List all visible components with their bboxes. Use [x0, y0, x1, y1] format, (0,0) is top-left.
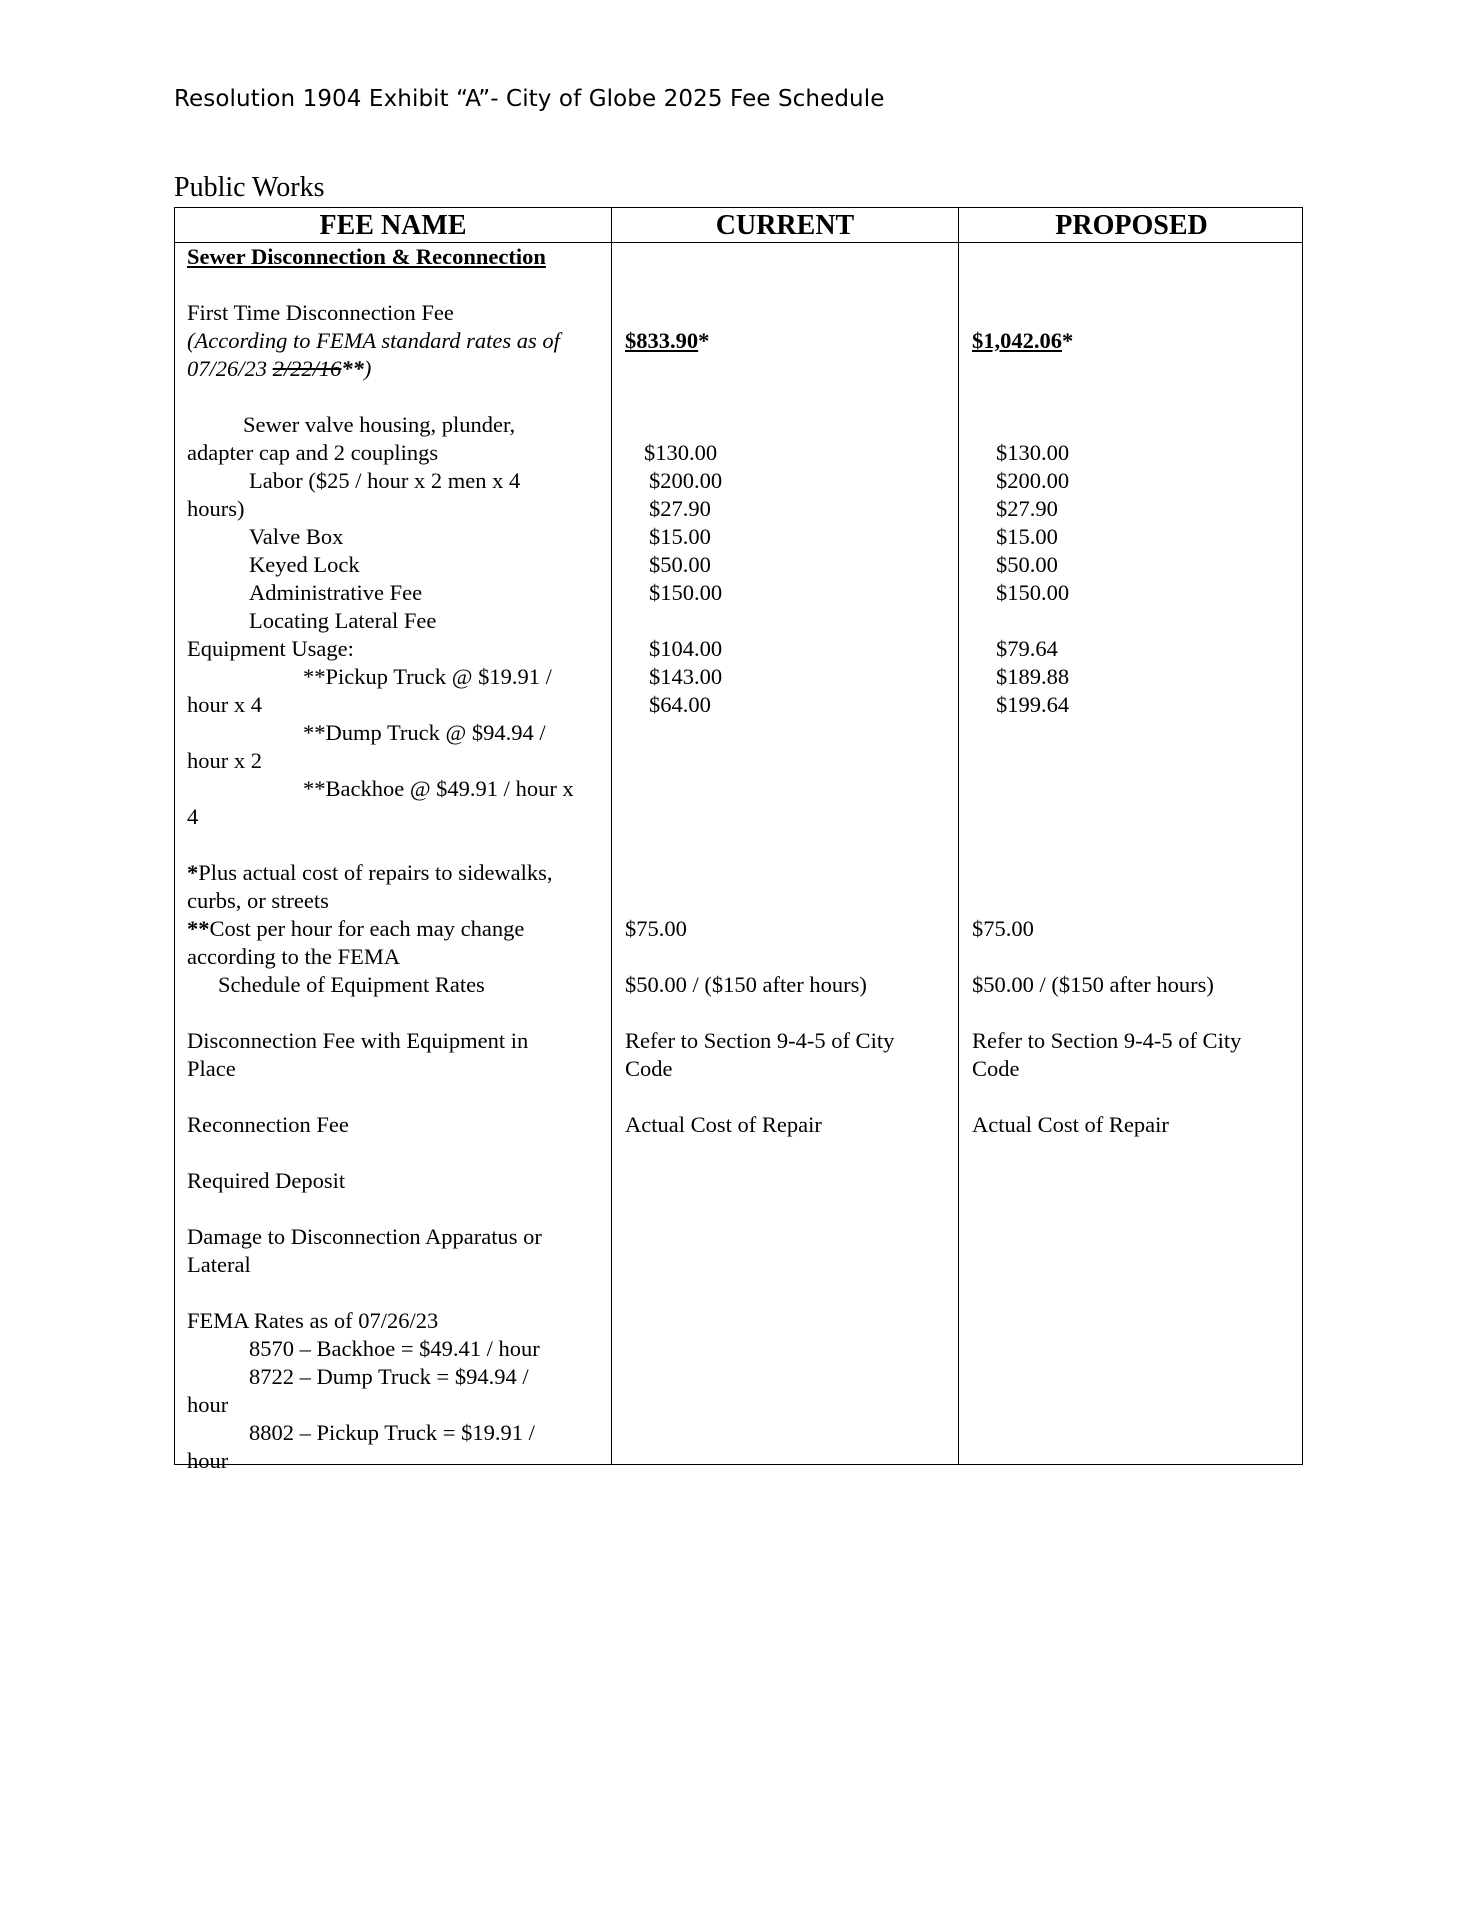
- current-pickup-truck: $104.00: [649, 636, 723, 661]
- fema-rate-dump-truck-cont: hour: [187, 1392, 229, 1417]
- cost-per-hour-note-cont: according to the FEMA: [187, 944, 401, 969]
- current-reconnection-fee: $50.00 / ($150 after hours): [625, 972, 867, 997]
- damage-label: Damage to Disconnection Apparatus or: [187, 1224, 542, 1249]
- current-dump-truck: $143.00: [649, 664, 723, 689]
- keyed-lock-label: Keyed Lock: [249, 552, 360, 577]
- fema-note-close: ): [363, 356, 372, 381]
- document-header: Resolution 1904 Exhibit “A”- City of Globe 2025 Fee Schedule: [174, 86, 885, 112]
- current-damage: Actual Cost of Repair: [625, 1112, 822, 1137]
- current-valve-box: $27.90: [649, 496, 711, 521]
- current-required-deposit: Refer to Section 9-4-5 of City: [625, 1028, 895, 1053]
- backhoe-label: **Backhoe @ $49.91 / hour x: [303, 776, 574, 801]
- dump-truck-label-cont: hour x 2: [187, 748, 262, 773]
- current-total: [625, 327, 709, 355]
- cost-per-hour-note-cont2: Schedule of Equipment Rates: [218, 972, 485, 997]
- pickup-truck-label-cont: hour x 4: [187, 692, 262, 717]
- fema-rate-pickup-truck: 8802 – Pickup Truck = $19.91 /: [249, 1420, 535, 1445]
- proposed-valve-box: $27.90: [996, 496, 1058, 521]
- proposed-damage: Actual Cost of Repair: [972, 1112, 1169, 1137]
- disconnection-equipment-label-cont: Place: [187, 1056, 236, 1081]
- first-time-fee-label: First Time Disconnection Fee: [187, 300, 454, 325]
- fema-note-stars: **: [341, 356, 364, 381]
- sewer-valve-label-cont: adapter cap and 2 couplings: [187, 440, 439, 465]
- proposed-keyed-lock: $15.00: [996, 524, 1058, 549]
- proposed-backhoe: $199.64: [996, 692, 1070, 717]
- current-required-deposit-cont: Code: [625, 1056, 673, 1081]
- dump-truck-label: **Dump Truck @ $94.94 /: [303, 720, 546, 745]
- pickup-truck-label: **Pickup Truck @ $19.91 /: [303, 664, 552, 689]
- proposed-required-deposit: Refer to Section 9-4-5 of City: [972, 1028, 1242, 1053]
- proposed-required-deposit-cont: Code: [972, 1056, 1020, 1081]
- proposed-total-value: $1,042.06: [972, 328, 1062, 353]
- administrative-fee-label: Administrative Fee: [249, 580, 423, 605]
- proposed-total: [972, 327, 1073, 355]
- current-disconnection-equipment: $75.00: [625, 916, 687, 941]
- fema-rates-title: FEMA Rates as of 07/26/23: [187, 1308, 439, 1333]
- labor-label-cont: hours): [187, 496, 245, 521]
- plus-cost-note: [187, 859, 553, 887]
- backhoe-label-cont: 4: [187, 804, 199, 829]
- proposed-locating-lateral-fee: $150.00: [996, 580, 1070, 605]
- column-header-current: CURRENT: [715, 210, 855, 241]
- cost-per-hour-note: [187, 915, 524, 943]
- proposed-total-star: *: [1062, 328, 1074, 353]
- column-divider: [958, 208, 959, 1464]
- cost-per-hour-text: Cost per hour for each may change: [209, 916, 525, 941]
- section-heading: Sewer Disconnection & Reconnection: [187, 244, 546, 269]
- cost-per-hour-stars: **: [187, 916, 210, 941]
- plus-cost-text: Plus actual cost of repairs to sidewalks,: [198, 860, 553, 885]
- fema-rate-backhoe: 8570 – Backhoe = $49.41 / hour: [249, 1336, 540, 1361]
- equipment-usage-label: Equipment Usage:: [187, 636, 354, 661]
- fema-note-date: 07/26/23: [187, 356, 268, 381]
- fema-rate-dump-truck: 8722 – Dump Truck = $94.94 /: [249, 1364, 529, 1389]
- proposed-dump-truck: $189.88: [996, 664, 1070, 689]
- reconnection-fee-label: Reconnection Fee: [187, 1112, 349, 1137]
- current-keyed-lock: $15.00: [649, 524, 711, 549]
- proposed-administrative-fee: $50.00: [996, 552, 1058, 577]
- current-labor: $200.00: [649, 468, 723, 493]
- proposed-pickup-truck: $79.64: [996, 636, 1058, 661]
- section-title: Public Works: [174, 172, 325, 203]
- fema-note-date-line: [187, 355, 371, 383]
- disconnection-equipment-label: Disconnection Fee with Equipment in: [187, 1028, 529, 1053]
- required-deposit-label: Required Deposit: [187, 1168, 346, 1193]
- current-backhoe: $64.00: [649, 692, 711, 717]
- sewer-valve-label: Sewer valve housing, plunder,: [243, 412, 516, 437]
- plus-cost-note-cont: curbs, or streets: [187, 888, 329, 913]
- current-administrative-fee: $50.00: [649, 552, 711, 577]
- fema-note-line: (According to FEMA standard rates as of: [187, 328, 560, 353]
- fema-note-old-date: 2/22/16: [272, 356, 342, 381]
- current-sewer-valve: $130.00: [644, 440, 718, 465]
- plus-cost-star: *: [187, 860, 199, 885]
- current-locating-lateral-fee: $150.00: [649, 580, 723, 605]
- fema-rate-pickup-truck-cont: hour: [187, 1448, 229, 1473]
- current-total-value: $833.90: [625, 328, 699, 353]
- fee-schedule-table: [174, 207, 1303, 1473]
- proposed-disconnection-equipment: $75.00: [972, 916, 1034, 941]
- proposed-sewer-valve: $130.00: [996, 440, 1070, 465]
- damage-label-cont: Lateral: [187, 1252, 251, 1277]
- proposed-labor: $200.00: [996, 468, 1070, 493]
- column-header-proposed: PROPOSED: [1055, 210, 1208, 241]
- valve-box-label: Valve Box: [249, 524, 344, 549]
- column-divider: [611, 208, 612, 1464]
- locating-lateral-fee-label: Locating Lateral Fee: [249, 608, 437, 633]
- proposed-reconnection-fee: $50.00 / ($150 after hours): [972, 972, 1214, 997]
- labor-label: Labor ($25 / hour x 2 men x 4: [249, 468, 521, 493]
- column-header-fee-name: FEE NAME: [319, 210, 467, 241]
- current-total-star: *: [698, 328, 710, 353]
